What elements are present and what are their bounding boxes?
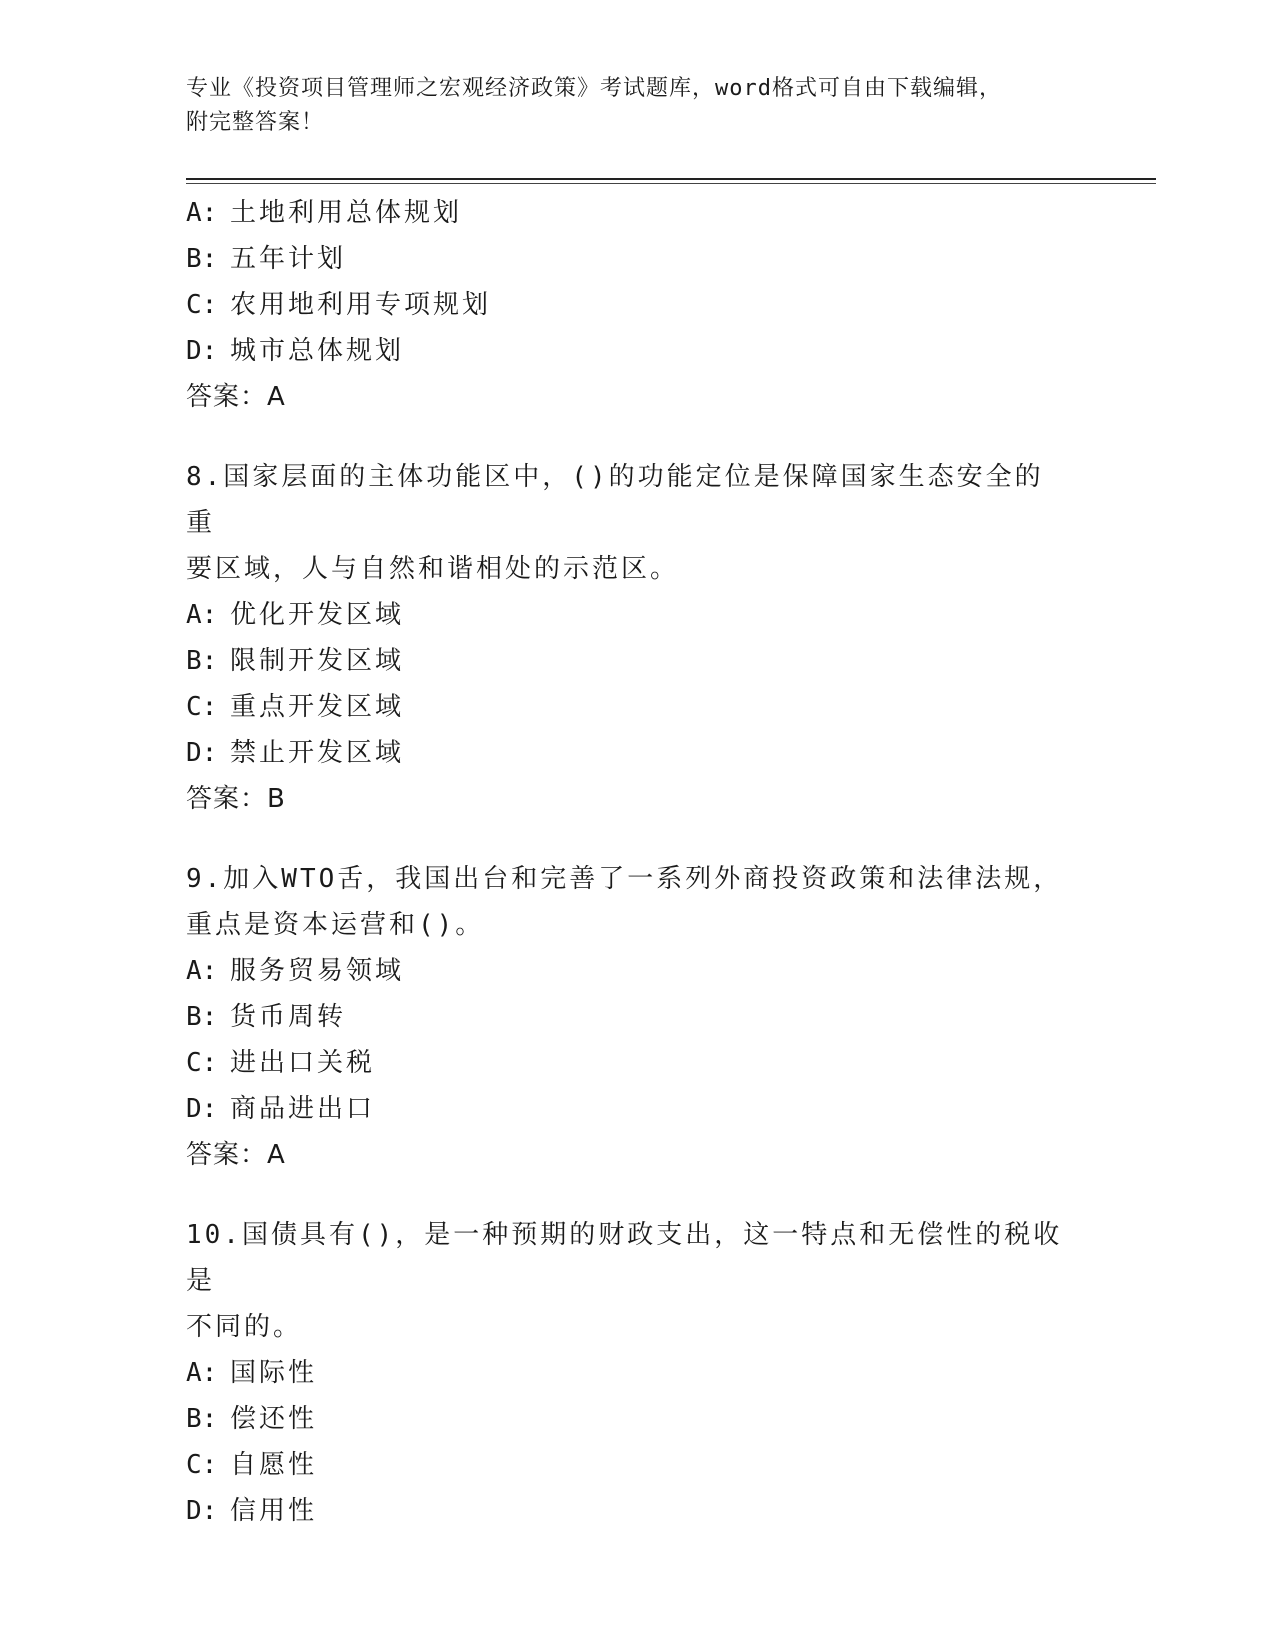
option-letter: C: [186,290,218,320]
option-c [186,1040,1086,1086]
option-a [186,1350,1086,1396]
header-divider-thick [186,178,1156,180]
answer-value: A [267,1140,286,1170]
stem-line-1: 8.国家层面的主体功能区中，()的功能定位是保障国家生态安全的重 [186,462,1044,538]
answer-line [186,776,1086,822]
option-text: 城市总体规划 [230,336,405,366]
option-text: 商品进出口 [230,1094,376,1124]
header-divider-thin [186,183,1156,184]
header-line-1: 专业《投资项目管理师之宏观经济政策》考试题库，word格式可自由下载编辑， [186,76,1002,101]
answer-value: B [267,784,286,814]
option-b [186,236,1086,282]
answer-line [186,1132,1086,1178]
stem-line-2: 不同的。 [186,1312,303,1342]
option-a [186,948,1086,994]
question-10 [186,1212,1086,1534]
option-text: 自愿性 [230,1450,318,1480]
option-c [186,1442,1086,1488]
question-list [186,190,1086,1534]
option-text: 农用地利用专项规划 [230,290,492,320]
question-8 [186,454,1086,822]
option-text: 服务贸易领域 [230,956,405,986]
option-letter: B: [186,646,218,676]
option-d [186,730,1086,776]
option-letter: A: [186,956,218,986]
question-9 [186,856,1086,1178]
answer-label: 答案： [186,784,268,814]
option-letter: C: [186,1450,218,1480]
option-b [186,638,1086,684]
option-text: 限制开发区域 [230,646,405,676]
option-letter: B: [186,1002,218,1032]
option-letter: D: [186,1496,218,1526]
option-c [186,684,1086,730]
option-letter: A: [186,600,218,630]
option-text: 信用性 [230,1496,318,1526]
question-stem [186,454,1066,592]
option-text: 重点开发区域 [230,692,405,722]
option-text: 国际性 [230,1358,318,1388]
stem-line-2: 重点是资本运营和()。 [186,910,485,940]
answer-label: 答案： [186,382,268,412]
question-stem [186,1212,1066,1350]
option-d [186,328,1086,374]
answer-line [186,374,1086,420]
option-a [186,592,1086,638]
option-text: 五年计划 [230,244,347,274]
option-text: 货币周转 [230,1002,347,1032]
option-letter: C: [186,692,218,722]
option-c [186,282,1086,328]
option-text: 进出口关税 [230,1048,376,1078]
option-text: 禁止开发区域 [230,738,405,768]
stem-line-1: 10.国债具有()，是一种预期的财政支出，这一特点和无偿性的税收是 [186,1220,1063,1296]
stem-line-2: 要区域，人与自然和谐相处的示范区。 [186,554,680,584]
option-text: 土地利用总体规划 [230,198,463,228]
stem-line-1: 9.加入WTO舌，我国出台和完善了一系列外商投资政策和法律法规， [186,864,1063,894]
option-text: 偿还性 [230,1404,318,1434]
answer-value: A [267,382,286,412]
option-letter: D: [186,1094,218,1124]
question-7 [186,190,1086,420]
option-d [186,1488,1086,1534]
document-header [186,72,1066,140]
option-b [186,994,1086,1040]
option-a [186,190,1086,236]
option-letter: B: [186,244,218,274]
option-b [186,1396,1086,1442]
header-line-2: 附完整答案！ [186,110,325,135]
option-letter: C: [186,1048,218,1078]
option-letter: D: [186,738,218,768]
option-text: 优化开发区域 [230,600,405,630]
option-letter: B: [186,1404,218,1434]
option-letter: A: [186,198,218,228]
option-letter: D: [186,336,218,366]
question-stem [186,856,1066,948]
answer-label: 答案： [186,1140,268,1170]
option-d [186,1086,1086,1132]
option-letter: A: [186,1358,218,1388]
